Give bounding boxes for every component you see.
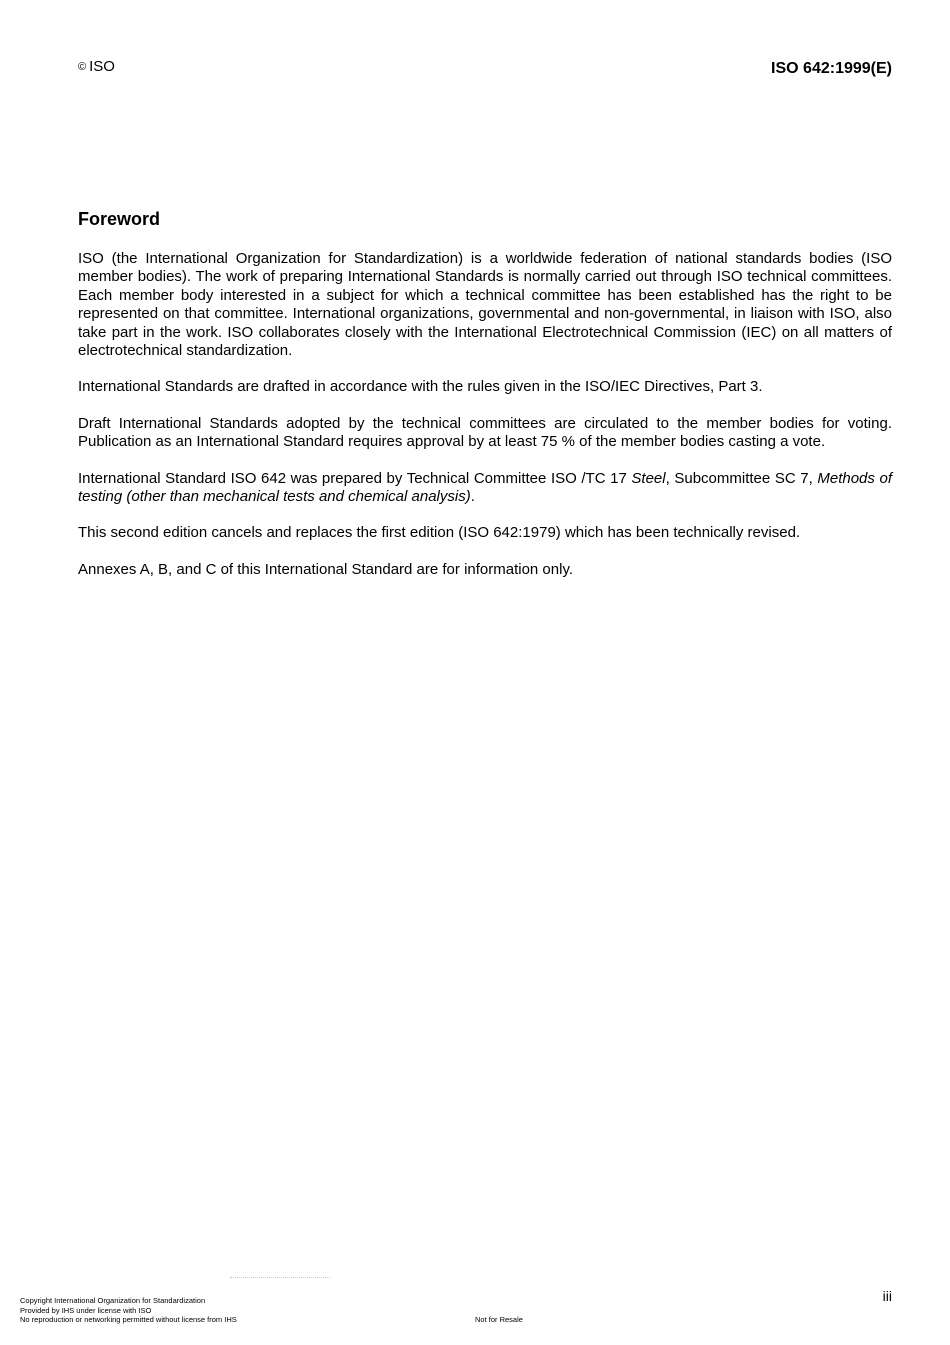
paragraph-directives: International Standards are drafted in accordance with the rules given in the ISO/IEC Directives, Part 3. <box>78 378 763 396</box>
page-number: iii <box>882 1288 892 1304</box>
paragraph-committee <box>78 470 892 507</box>
committee-text-end: . <box>470 488 475 506</box>
copyright-header <box>78 58 115 76</box>
notice-line: No reproduction or networking permitted without license from IHS <box>20 1315 237 1325</box>
committee-steel: Steel <box>631 469 666 487</box>
committee-methods: Methods of testing (other than mechanical tests and chemical analysis) <box>78 469 892 506</box>
organization-name: ISO <box>89 58 115 75</box>
paragraph-annexes: Annexes A, B, and C of this International Standard are for information only. <box>78 560 574 578</box>
paragraph-edition: This second edition cancels and replaces the first edition (ISO 642:1979) which has been technically revised. <box>78 524 801 542</box>
foreword-body <box>78 250 892 597</box>
committee-text-2: , Subcommittee SC 7, <box>665 469 818 487</box>
paragraph-voting: Draft International Standards adopted by the technical committees are circulated to the member bodies for voting. Publication as an International Standard requires approval by at least 75 % of the member bodies casting a vote. <box>78 414 892 451</box>
notice-line: Provided by IHS under license with ISO <box>20 1305 152 1315</box>
paragraph-about-iso: ISO (the International Organization for Standardization) is a worldwide federation of national standards bodies (ISO member bodies). The work of preparing International Standards is normally carried out through ISO technical committees. Each member body interested in a subject for which a technical committee has been established has the right to be represented on that committee. International organizations, governmental and non-governmental, in liaison with ISO, also take part in the work. ISO collaborates closely with the International Electrotechnical Commission (IEC) on all matters of electrotechnical standardization. <box>78 250 892 360</box>
section-heading: Foreword <box>78 209 161 229</box>
copyright-notice <box>20 1296 237 1325</box>
committee-text-1: International Standard ISO 642 was prepared by Technical Committee ISO /TC 17 <box>78 469 632 487</box>
copyright-symbol: © <box>78 61 87 73</box>
document-id: ISO 642:1999(E) <box>771 60 892 77</box>
scan-artifact <box>230 1272 330 1278</box>
notice-line: Copyright International Organization for Standardization <box>20 1296 206 1305</box>
resale-notice: Not for Resale <box>475 1315 523 1324</box>
